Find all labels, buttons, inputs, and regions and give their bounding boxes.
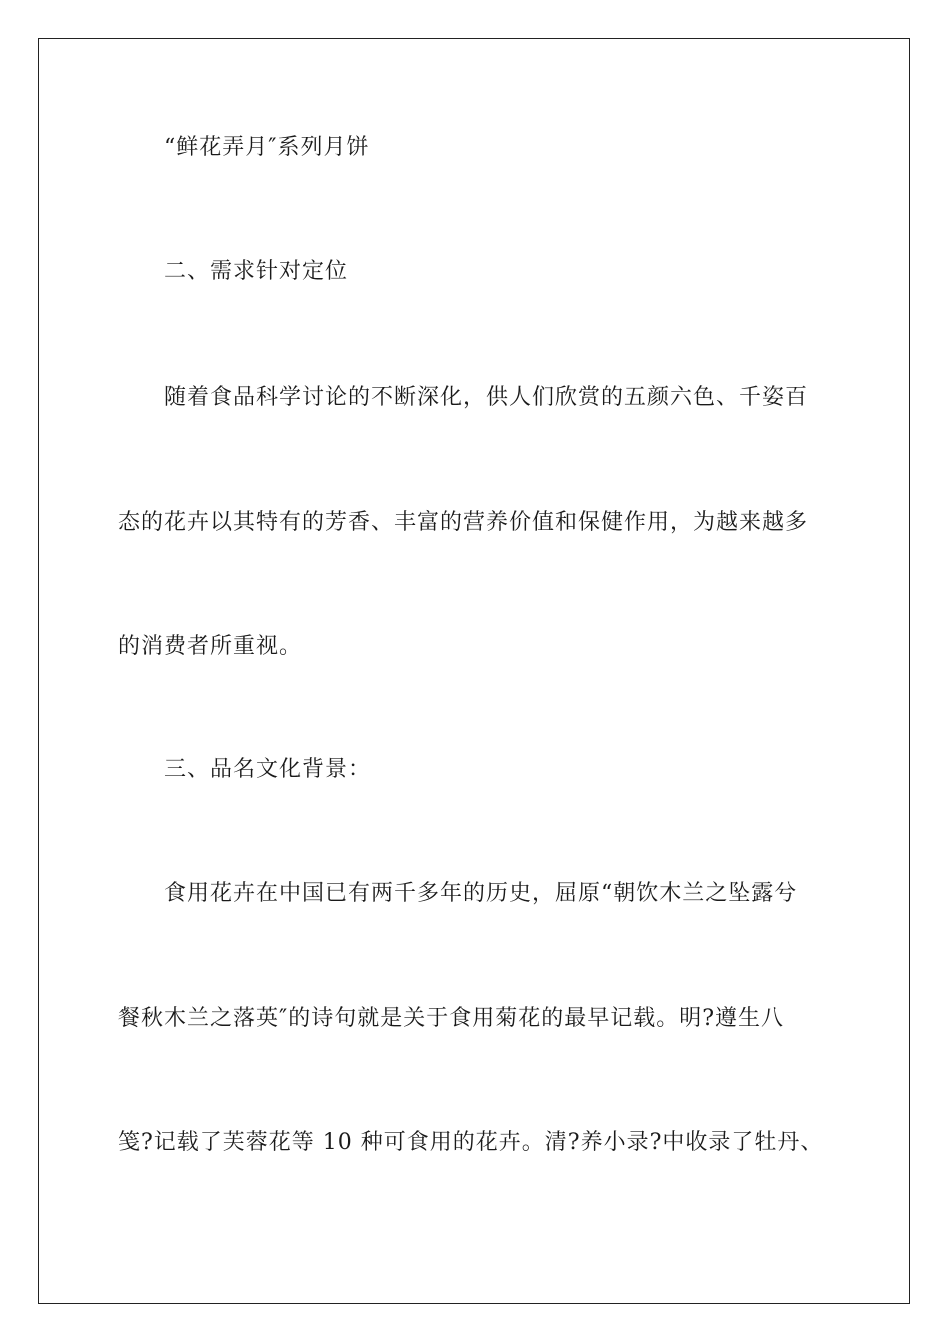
paragraph-line: 笺?记载了芙蓉花等 10 种可食用的花卉。清?养小录?中收录了牡丹、 xyxy=(118,1130,824,1155)
paragraph-line: 食用花卉在中国已有两千多年的历史，屈原“朝饮木兰之坠露兮 xyxy=(164,881,798,906)
page-frame xyxy=(38,38,910,1304)
section-heading: 二、需求针对定位 xyxy=(164,259,349,284)
paragraph-line: 餐秋木兰之落英″的诗句就是关于食用菊花的最早记载。明?遵生八 xyxy=(118,1006,785,1031)
section-heading: 三、品名文化背景： xyxy=(164,757,372,782)
paragraph-line: 随着食品科学讨论的不断深化，供人们欣赏的五颜六色、千姿百 xyxy=(164,385,809,410)
paragraph-line: 的消费者所重视。 xyxy=(118,634,303,659)
document-title: “鲜花弄月″系列月饼 xyxy=(164,135,370,160)
paragraph-line: 态的花卉以其特有的芳香、丰富的营养价值和保健作用，为越来越多 xyxy=(118,510,809,535)
